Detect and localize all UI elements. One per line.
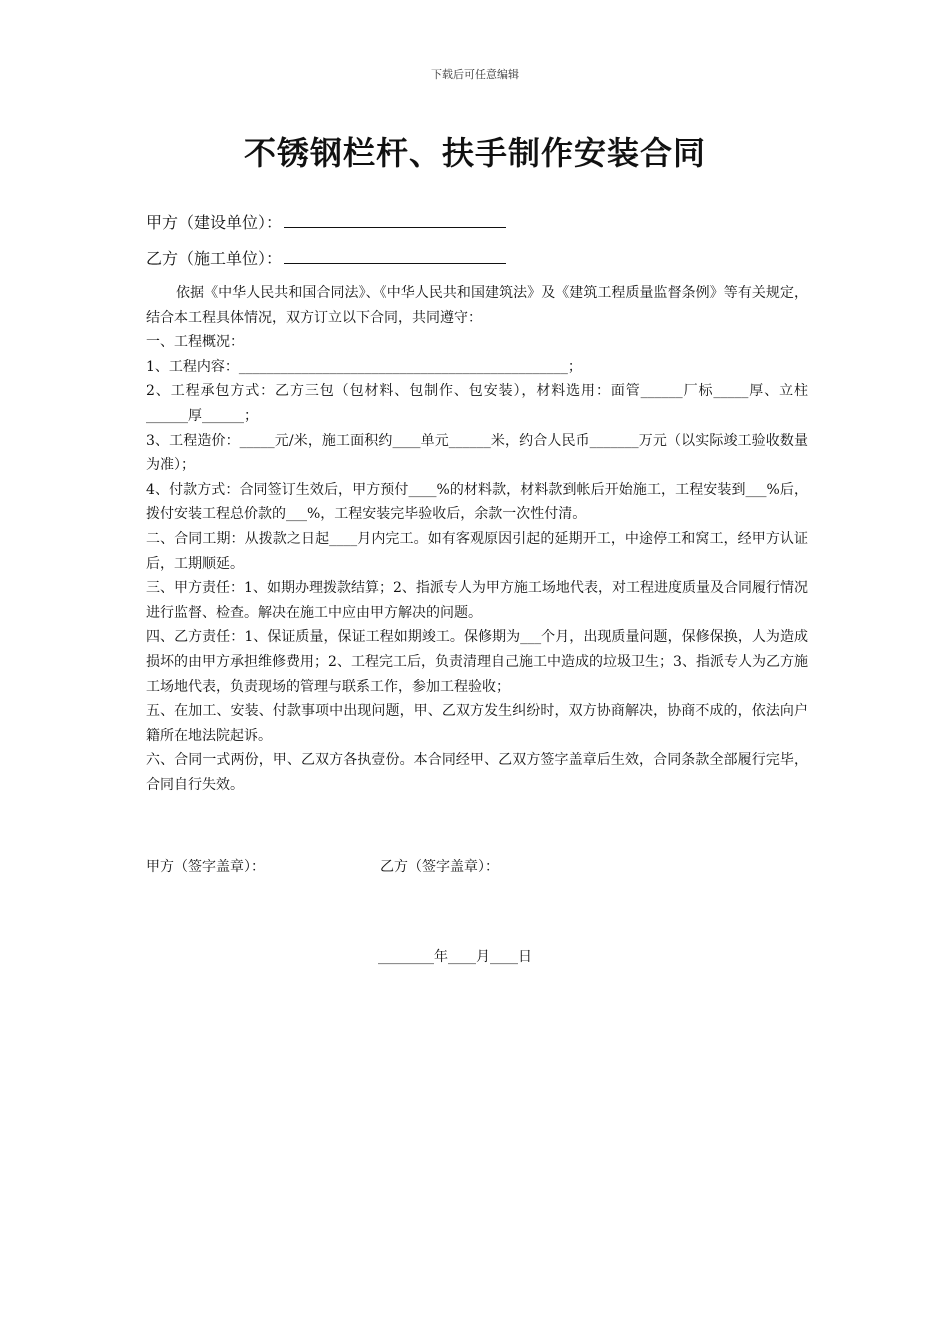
clause-1-2: 2、工程承包方式：乙方三包（包材料、包制作、包安装），材料选用：面管______厂标_____厚、立柱______厚______； [146,383,808,424]
header-note: 下载后可任意编辑 [431,68,519,81]
section-1-heading: 一、工程概况： [146,334,244,351]
signature-a: 甲方（签字盖章）： [146,859,265,875]
clause-1-4: 4、付款方式：合同签订生效后，甲方预付____%的材料款，材料款到帐后开始施工，工程安装到___%后，拨付安装工程总价款的___%，工程安装完毕验收后，余款一次性付清。 [146,481,808,523]
signature-row [146,856,499,876]
party-a-row [146,210,506,233]
party-b-label: 乙方（施工单位）： [146,249,283,268]
clause-1-1: 1、工程内容：_______________________________________________； [146,358,582,375]
section-5: 五、在加工、安装、付款事项中出现问题，甲、乙双方发生纠纷时，双方协商解决，协商不成的，依法向户籍所在地法院起诉。 [146,703,808,744]
preamble-paragraph: 依据《中华人民共和国合同法》、《中华人民共和国建筑法》及《建筑工程质量监督条例》等有关规定，结合本工程具体情况，双方订立以下合同，共同遵守： [146,285,808,326]
signature-b: 乙方（签字盖章）： [380,859,499,875]
section-6: 六、合同一式两份，甲、乙双方各执壹份。本合同经甲、乙双方签字盖章后生效，合同条款全部履行完毕，合同自行失效。 [146,752,808,793]
clause-1-3: 3、工程造价：_____元/米，施工面积约____单元______米，约合人民币_______万元（以实际竣工验收数量为准）； [146,432,808,474]
date-line: ________年____月____日 [378,949,532,965]
section-4: 四、乙方责任：1、保证质量，保证工程如期竣工。保修期为___个月，出现质量问题，保修保换，人为造成损坏的由甲方承担维修费用；2、工程完工后，负责清理自己施工中造成的垃圾卫生；3、指派专人为乙方施工场地代表，负责现场的管理与联系工作，参加工程验收； [146,629,808,695]
document-title: 不锈钢栏杆、扶手制作安装合同 [243,134,706,172]
party-a-label: 甲方（建设单位）： [146,213,283,232]
section-2: 二、合同工期：从拨款之日起____月内完工。如有客观原因引起的延期开工，中途停工和窝工，经甲方认证后，工期顺延。 [146,530,808,572]
party-a-blank [284,211,506,228]
party-b-row [146,246,506,269]
contract-body [146,281,808,797]
section-3: 三、甲方责任：1、如期办理拨款结算；2、指派专人为甲方施工场地代表，对工程进度质量及合同履行情况进行监督、检查。解决在施工中应由甲方解决的问题。 [146,580,808,621]
party-b-blank [284,247,506,264]
